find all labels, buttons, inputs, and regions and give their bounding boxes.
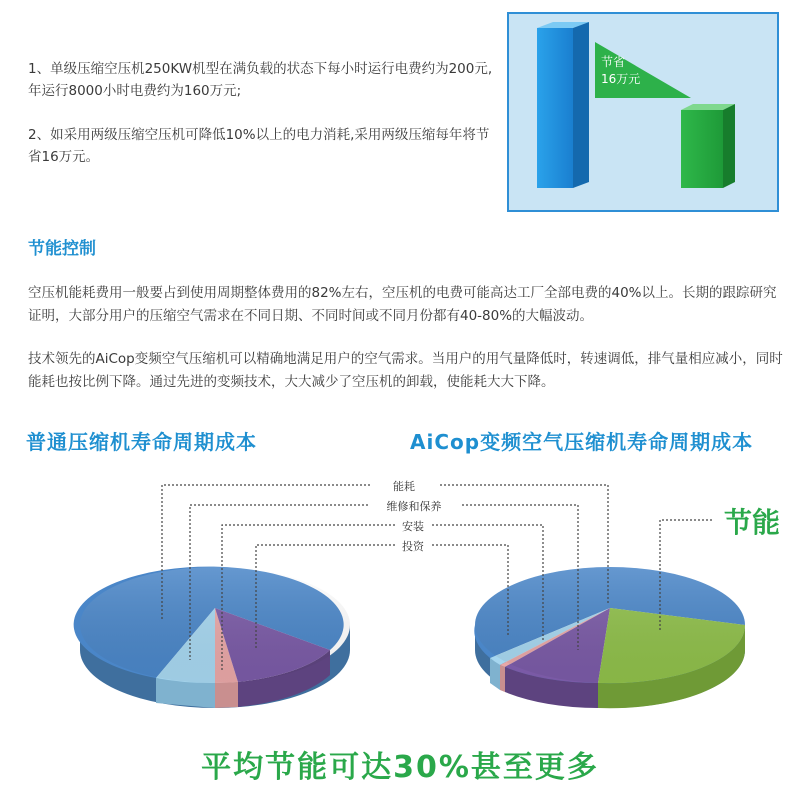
right-chart-title: AiCop变频空气压缩机寿命周期成本 [410, 430, 754, 454]
label-maintenance: 维修和保养 [386, 500, 442, 513]
intro-text [28, 58, 498, 190]
section-paragraph-2: 技术领先的AiCop变频空气压缩机可以精确地满足用户的空气需求。当用户的用气量降低时，转速调低，排气量相应减小，同时能耗也按比例下降。通过先进的变频技术，大大减少了空压机的卸载，使能耗大大下降。 [28, 351, 783, 390]
section-paragraph-1: 空压机能耗费用一般要占到使用周期整体费用的82%左右，空压机的电费可能高达工厂全部电费的40%以上。长期的跟踪研究证明，大部分用户的压缩空气需求在不同日期、不同时间或不同月份都有40-80%的大幅波动。 [28, 285, 777, 324]
savings-label: 节省 16万元 [601, 55, 641, 86]
footer-slogan: 平均节能可达30%甚至更多 [201, 750, 599, 785]
label-install: 安装 [402, 520, 424, 533]
savings-illustration [507, 12, 779, 212]
intro-paragraph-1: 1、单级压缩空压机250KW机型在满负载的状态下每小时运行电费约为200元,年运行8000小时电费约为160万元; [28, 61, 493, 99]
left-pie [74, 567, 350, 708]
left-chart-title: 普通压缩机寿命周期成本 [26, 430, 257, 454]
section-body [28, 282, 788, 414]
intro-paragraph-2: 2、如采用两级压缩空压机可降低10%以上的电力消耗,采用两级压缩每年将节省16万元。 [28, 127, 490, 165]
label-saving: 节能 [723, 506, 781, 539]
pie-charts [0, 460, 800, 730]
label-energy: 能耗 [393, 480, 415, 493]
right-pie [474, 567, 745, 708]
section-title: 节能控制 [28, 239, 96, 259]
label-investment: 投资 [402, 540, 424, 553]
